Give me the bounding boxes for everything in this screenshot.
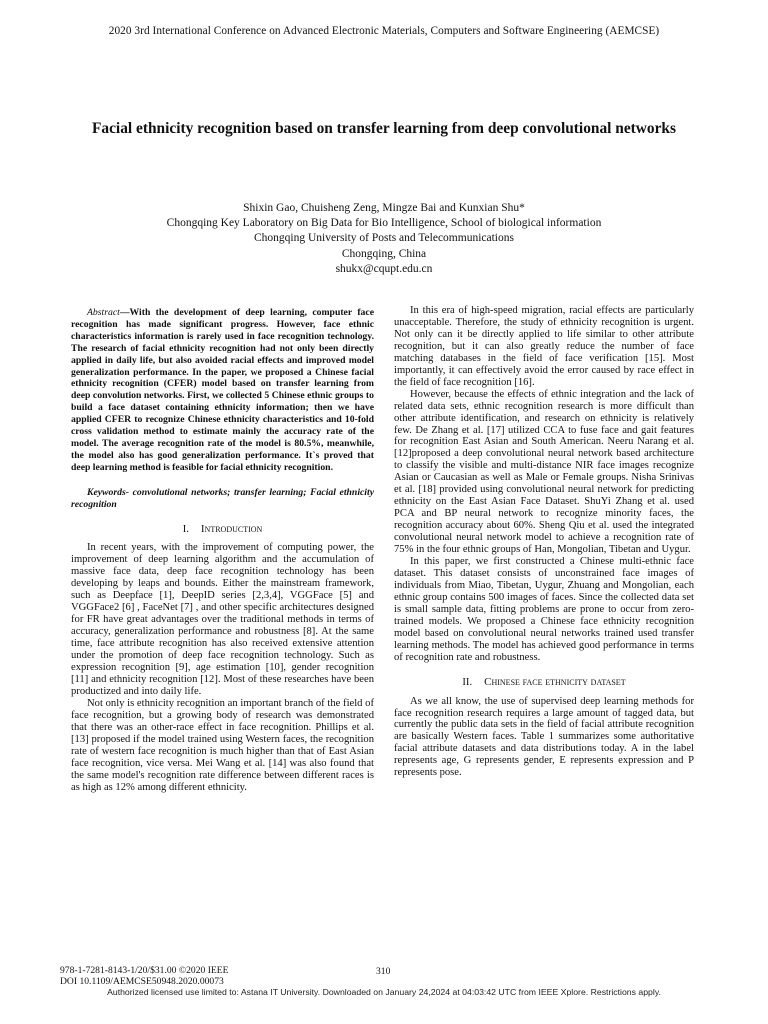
page-number: 310	[376, 966, 391, 977]
abstract	[71, 307, 374, 474]
author-names: Shixin Gao, Chuisheng Zeng, Mingze Bai and Kunxian Shu*	[243, 202, 525, 214]
section-number: I.	[182, 523, 189, 535]
section-heading-dataset	[394, 677, 694, 689]
section-number: II.	[462, 676, 473, 688]
paragraph: In this paper, we first constructed a Chinese multi-ethnic face dataset. This dataset consists of unconstrained face images of individuals from Miao, Tibetan, Uygur, Zhuang and Mongolian, each ethnic group contains 500 images of faces. Since the collected data set is small sample data, fitting problems are prone to occur from zero-trained models. We proposed a Chinese face ethnicity recognition model based on convolutional neural networks trained used transfer learning methods. The model has achieved good performance in terms of recognition rate and robustness.	[394, 556, 694, 663]
section-title: Chinese face ethnicity dataset	[484, 675, 626, 688]
author-location: Chongqing, China	[341, 247, 427, 260]
affiliation-line-1: Chongqing Key Laboratory on Big Data for Bio Intelligence, School of biological information	[166, 217, 602, 230]
section-title: Introduction	[200, 522, 263, 535]
right-column	[394, 305, 694, 779]
abstract-text: With the development of deep learning, computer face recognition has made significant progress. However, face ethnic characteristics information is rarely used in face recognition technology. The research of facial ethnicity recognition had not only been directly applied in daily life, but also avoided racial effects and improved model generalization performance. In the paper, we proposed a Chinese facial ethnicity recognition (CFER) model based on transfer learning from deep convolution networks. First, we collected 5 Chinese ethnic groups to build a face dataset containing ethnicity information; then we have applied CFER to recognize Chinese ethnicity characteristics and 10-fold cross validation method to estimate mainly the accuracy rate of the model. The average recognition rate of the model is 80.5%, meanwhile, the model also has good generalization performance. It`s proved that deep learning method is feasible for facial ethnicity recognition.	[71, 307, 374, 473]
section-heading-introduction	[71, 524, 374, 536]
keywords: Keywords- convolutional networks; transfer learning; Facial ethnicity recognition	[71, 486, 374, 510]
paragraph: Not only is ethnicity recognition an important branch of the field of face recognition, but a growing body of research was demonstrated that there was an other-race effect in face recognition. Phillips et al. [13] proposed if the model trained using Western faces, the recognition rate of western face recognition is much higher than that of East Asian face recognition, vice versa. Mei Wang et al. [14] was also found that the same model's recognition rate difference between different races is as high as 12% among different ethnicity.	[71, 697, 374, 793]
paragraph: However, because the effects of ethnic integration and the lack of related data sets, ethnic recognition research is more difficult than other attribute identification, and research on ethnicity is relatively few. De Zhang et al. [17] utilized CCA to fuse face and gait features for recognition East Asian and South American. Neeru Narang et al. [12]proposed a deep convolutional neural network based architecture to classify the visible and multi-distance NIR face images recognize Asian or Caucasian as well as Male or Female groups. Nisha Srinivas et al. [18] provided using convolutional neural network for predicting ethnicity on the East Asian Face Dataset. ShuYi Zhang et al. used PCA and BP neural network to recognize minority faces, the recognition accuracy about 60%. Sheng Qiu et al. used the integrated convolutional neural network model to achieve a recognition rate of 75% in the four ethnic groups of Han, Mongolian, Tibetan and Uygur.	[394, 388, 694, 556]
paragraph: As we all know, the use of supervised deep learning methods for face recognition research requires a large amount of tagged data, but currently the public data sets in the field of facial attribute recognition are basically Western faces. Table 1 summarizes some authoritative facial attribute datasets and data distributions today. A in the label represents age, G represents gender, E represents expression and P represents pose.	[394, 695, 694, 779]
paper-title: Facial ethnicity recognition based on transfer learning from deep convolutional networks	[92, 120, 676, 137]
left-column	[71, 307, 374, 793]
footer-identifiers	[60, 966, 229, 988]
isbn-line: 978-1-7281-8143-1/20/$31.00 ©2020 IEEE	[60, 965, 229, 976]
doi-line: DOI 10.1109/AEMCSE50948.2020.00073	[60, 975, 224, 987]
paragraph: In recent years, with the improvement of computing power, the improvement of deep learning algorithm and the accumulation of massive face data, deep face recognition technology has been developing by leaps and bounds. Either the mainstream framework, such as Deepface [1], DeepID series [2,3,4], VGGFace [5] and VGGFace2 [6] , FaceNet [7] , and other specific architectures designed for FR have great advantages over the traditional methods in terms of accuracy, generalization performance and robustness [8]. At the same time, face attribute recognition has also received extensive attention under the promotion of deep face recognition technology. Such as expression recognition [9], age estimation [10], gender recognition [11] and ethnicity recognition [12]. Most of these researches have been productized and into daily life.	[71, 542, 374, 697]
abstract-label: Abstract	[87, 307, 120, 318]
paragraph: In this era of high-speed migration, racial effects are particularly unacceptable. Therefore, the study of ethnicity recognition is urgent. Not only can it be directly applied to life similar to other attribute recognition, but it can also greatly reduce the number of face matching databases in the field of face verification [15]. Most importantly, it can effectively avoid the error caused by race effect in the field of face recognition [16].	[394, 305, 694, 388]
author-email: shukx@cqupt.edu.cn	[335, 262, 433, 275]
license-notice: Authorized licensed use limited to: Astana IT University. Downloaded on January 24,2024 at 04:03:42 UTC from IEEE Xplore. Restrictions apply.	[107, 987, 661, 997]
abstract-dash: —	[119, 307, 130, 318]
conference-header: 2020 3rd International Conference on Advanced Electronic Materials, Computers and Software Engineering (AEMCSE)	[108, 25, 660, 37]
affiliation-line-2: Chongqing University of Posts and Telecommunications	[254, 232, 514, 245]
author-block	[0, 201, 768, 277]
